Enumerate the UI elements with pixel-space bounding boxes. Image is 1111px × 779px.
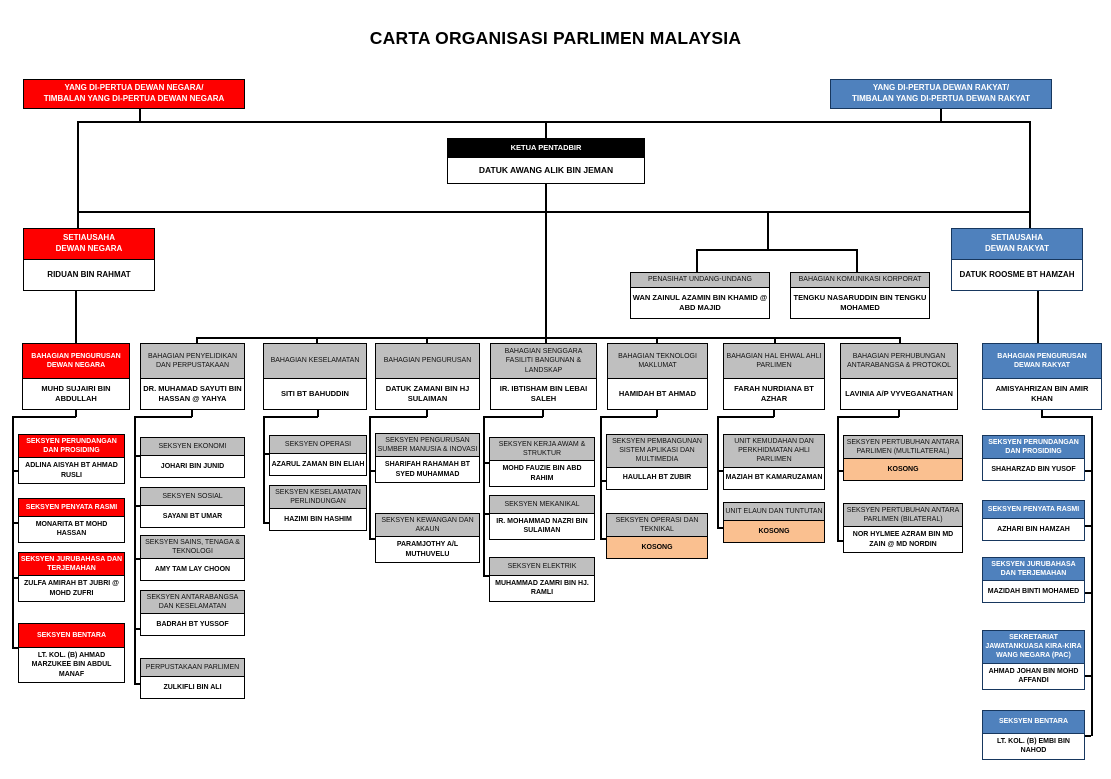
section-title: SEKSYEN PERUNDANGAN DAN PROSIDING — [983, 436, 1084, 459]
section-title: SEKSYEN SAINS, TENAGA & TEKNOLOGI — [141, 536, 244, 559]
title-line: YANG DI-PERTUA DEWAN NEGARA/ — [64, 83, 204, 93]
connector — [1084, 525, 1091, 527]
connector — [12, 416, 14, 648]
section-title: SEKSYEN PENYATA RASMI — [19, 499, 124, 517]
connector — [369, 416, 427, 418]
connector — [483, 416, 485, 575]
section-box — [982, 557, 1085, 603]
connector — [77, 121, 1030, 123]
section-box — [140, 437, 245, 478]
section-title: PERPUSTAKAAN PARLIMEN — [141, 659, 244, 677]
box-title — [24, 80, 244, 108]
dept-title: BAHAGIAN KESELAMATAN — [264, 344, 366, 379]
section-head-name: MAZIDAH BINTI MOHAMED — [983, 581, 1084, 602]
section-head-name: MUHAMMAD ZAMRI BIN HJ. RAMLI — [490, 576, 594, 601]
section-title: SEKRETARIAT JAWATANKUASA KIRA-KIRA WANG NEGARA (PAC) — [983, 631, 1084, 664]
section-box — [982, 500, 1085, 541]
box-title — [831, 80, 1051, 108]
section-head-name: IR. MOHAMMAD NAZRI BIN SULAIMAN — [490, 514, 594, 539]
setiausaha-dewan-negara-box — [23, 228, 155, 291]
connector — [134, 416, 192, 418]
title-line: DEWAN NEGARA — [55, 244, 123, 253]
connector — [717, 416, 774, 418]
box-title — [952, 229, 1082, 260]
section-box — [140, 487, 245, 528]
section-title: SEKSYEN PEMBANGUNAN SISTEM APLIKASI DAN MULTIMEDIA — [607, 435, 707, 468]
dept-head-name: HAMIDAH BT AHMAD — [608, 379, 707, 409]
dept-title: BAHAGIAN TEKNOLOGI MAKLUMAT — [608, 344, 707, 379]
section-box — [18, 434, 125, 484]
connector — [856, 249, 858, 272]
connector — [940, 107, 942, 122]
dept-box — [375, 343, 480, 410]
connector — [1029, 121, 1031, 230]
connector — [196, 337, 901, 339]
connector — [696, 249, 698, 272]
penasihat-undang-undang-box — [630, 272, 770, 319]
section-head-name: MAZIAH BT KAMARUZAMAN — [724, 468, 824, 489]
connector — [1091, 416, 1093, 736]
connector — [75, 286, 77, 343]
title-line: TIMBALAN YANG DI-PERTUA DEWAN NEGARA — [43, 94, 225, 103]
person-name: DATUK AWANG ALIK BIN JEMAN — [448, 158, 644, 183]
section-head-name: MONARITA BT MOHD HASSAN — [19, 517, 124, 542]
section-box — [140, 535, 245, 581]
vacant-label: KOSONG — [724, 521, 824, 542]
dept-box — [840, 343, 958, 410]
vacant-label: KOSONG — [607, 537, 707, 558]
person-name: WAN ZAINUL AZAMIN BIN KHAMID @ ABD MAJID — [631, 288, 769, 318]
section-head-name: ZULFA AMIRAH BT JUBRI @ MOHD ZUFRI — [19, 576, 124, 601]
section-box — [606, 513, 708, 559]
section-box — [489, 495, 595, 540]
person-name: TENGKU NASARUDDIN BIN TENGKU MOHAMED — [791, 288, 929, 318]
box-title — [24, 229, 154, 260]
connector — [1084, 675, 1091, 677]
section-box — [489, 437, 595, 487]
section-title: SEKSYEN EKONOMI — [141, 438, 244, 456]
connector — [1084, 592, 1091, 594]
section-title: SEKSYEN SOSIAL — [141, 488, 244, 506]
connector — [545, 121, 547, 138]
dept-title: BAHAGIAN PENYELIDIKAN DAN PERPUSTAKAAN — [141, 344, 244, 379]
section-head-name: MOHD FAUZIE BIN ABD RAHIM — [490, 461, 594, 486]
section-head-name: JOHARI BIN JUNID — [141, 456, 244, 477]
dept-box — [607, 343, 708, 410]
dept-head-name: DATUK ZAMANI BIN HJ SULAIMAN — [376, 379, 479, 409]
dept-box — [263, 343, 367, 410]
section-head-name: AHMAD JOHAN BIN MOHD AFFANDI — [983, 664, 1084, 689]
page-title: CARTA ORGANISASI PARLIMEN MALAYSIA — [369, 28, 742, 48]
dept-title: BAHAGIAN PERHUBUNGAN ANTARABANGSA & PROTOKOL — [841, 344, 957, 379]
section-head-name: LT. KOL. (B) AHMAD MARZUKEE BIN ABDUL MANAF — [19, 648, 124, 682]
connector — [483, 416, 543, 418]
section-box — [489, 557, 595, 602]
section-title: SEKSYEN PENGURUSAN SUMBER MANUSIA & INOVASI — [376, 434, 479, 457]
person-name: DATUK ROOSME BT HAMZAH — [952, 260, 1082, 290]
dept-title: BAHAGIAN PENGURUSAN — [376, 344, 479, 379]
connector — [545, 182, 547, 343]
dept-box — [982, 343, 1102, 410]
section-title: SEKSYEN PERTUBUHAN ANTARA PARLIMEN (BILATERAL) — [844, 504, 962, 527]
section-head-name: AZARUL ZAMAN BIN ELIAH — [270, 454, 366, 475]
section-box — [375, 513, 480, 563]
connector — [263, 416, 265, 522]
section-title: SEKSYEN KERJA AWAM & STRUKTUR — [490, 438, 594, 461]
connector — [369, 416, 371, 538]
connector — [12, 416, 76, 418]
section-box — [982, 710, 1085, 760]
section-box — [18, 498, 125, 543]
section-title: SEKSYEN PERUNDANGAN DAN PROSIDING — [19, 435, 124, 458]
komunikasi-korporat-box — [790, 272, 930, 319]
ydp-dewan-negara-box — [23, 79, 245, 109]
section-title: SEKSYEN JURUBAHASA DAN TERJEMAHAN — [983, 558, 1084, 581]
section-box — [140, 658, 245, 699]
section-box — [982, 630, 1085, 690]
box-title: PENASIHAT UNDANG-UNDANG — [631, 273, 769, 288]
section-head-name: PARAMJOTHY A/L MUTHUVELU — [376, 537, 479, 562]
dept-title: BAHAGIAN HAL EHWAL AHLI PARLIMEN — [724, 344, 824, 379]
dept-box — [22, 343, 130, 410]
dept-head-name: SITI BT BAHUDDIN — [264, 379, 366, 409]
section-head-name: LT. KOL. (B) EMBI BIN NAHOD — [983, 734, 1084, 759]
title-line: YANG DI-PERTUA DEWAN RAKYAT/ — [872, 83, 1010, 93]
section-head-name: ZULKIFLI BIN ALI — [141, 677, 244, 698]
box-title: KETUA PENTADBIR — [448, 139, 644, 158]
section-head-name: SHAHARZAD BIN YUSOF — [983, 459, 1084, 480]
section-title: SEKSYEN PERTUBUHAN ANTARA PARLIMEN (MULTILATERAL) — [844, 436, 962, 459]
section-box — [843, 435, 963, 481]
connector — [767, 211, 769, 250]
section-box — [140, 590, 245, 636]
section-box — [18, 623, 125, 683]
person-name: RIDUAN BIN RAHMAT — [24, 260, 154, 290]
dept-head-name: DR. MUHAMAD SAYUTI BIN HASSAN @ YAHYA — [141, 379, 244, 409]
dept-head-name: MUHD SUJAIRI BIN ABDULLAH — [23, 379, 129, 409]
section-box — [982, 435, 1085, 481]
connector — [139, 107, 141, 122]
title-line: SETIAUSAHA — [990, 233, 1043, 243]
section-title: SEKSYEN OPERASI — [270, 436, 366, 454]
box-title: BAHAGIAN KOMUNIKASI KORPORAT — [791, 273, 929, 288]
section-head-name: BADRAH BT YUSSOF — [141, 614, 244, 635]
connector — [696, 249, 858, 251]
connector — [600, 416, 602, 538]
section-box — [269, 485, 367, 531]
section-head-name: AMY TAM LAY CHOON — [141, 559, 244, 580]
section-box — [723, 502, 825, 543]
section-title: SEKSYEN JURUBAHASA DAN TERJEMAHAN — [19, 553, 124, 576]
connector — [1084, 735, 1091, 737]
connector — [1037, 286, 1039, 343]
dept-box — [490, 343, 597, 410]
section-head-name: SAYANI BT UMAR — [141, 506, 244, 527]
title-line: TIMBALAN YANG DI-PERTUA DEWAN RAKYAT — [852, 94, 1030, 103]
section-box — [18, 552, 125, 602]
connector — [263, 416, 318, 418]
section-title: UNIT KEMUDAHAN DAN PERKHIDMATAN AHLI PARLIMEN — [724, 435, 824, 468]
section-title: SEKSYEN MEKANIKAL — [490, 496, 594, 514]
section-title: SEKSYEN ANTARABANGSA DAN KESELAMATAN — [141, 591, 244, 614]
section-box — [269, 435, 367, 476]
section-head-name: ADLINA AISYAH BT AHMAD RUSLI — [19, 458, 124, 483]
dept-head-name: FARAH NURDIANA BT AZHAR — [724, 379, 824, 409]
dept-title: BAHAGIAN PENGURUSAN DEWAN RAKYAT — [983, 344, 1101, 379]
section-title: SEKSYEN ELEKTRIK — [490, 558, 594, 576]
section-title: SEKSYEN BENTARA — [19, 624, 124, 648]
section-head-name: HAULLAH BT ZUBIR — [607, 468, 707, 489]
dept-title: BAHAGIAN PENGURUSAN DEWAN NEGARA — [23, 344, 129, 379]
dept-box — [140, 343, 245, 410]
section-title: SEKSYEN KEWANGAN DAN AKAUN — [376, 514, 479, 537]
section-box — [375, 433, 480, 483]
ydp-dewan-rakyat-box — [830, 79, 1052, 109]
title-line: DEWAN RAKYAT — [984, 244, 1049, 253]
connector — [837, 416, 839, 540]
connector — [1084, 470, 1091, 472]
dept-head-name: AMISYAHRIZAN BIN AMIR KHAN — [983, 379, 1101, 409]
connector — [77, 211, 1030, 213]
dept-title: BAHAGIAN SENGGARA FASILITI BANGUNAN & LANDSKAP — [491, 344, 596, 379]
section-box — [723, 434, 825, 490]
setiausaha-dewan-rakyat-box — [951, 228, 1083, 291]
vacant-label: KOSONG — [844, 459, 962, 480]
section-box — [843, 503, 963, 553]
section-title: SEKSYEN BENTARA — [983, 711, 1084, 734]
section-title: UNIT ELAUN DAN TUNTUTAN — [724, 503, 824, 521]
connector — [600, 416, 657, 418]
dept-box — [723, 343, 825, 410]
section-title: SEKSYEN OPERASI DAN TEKNIKAL — [607, 514, 707, 537]
section-head-name: HAZIMI BIN HASHIM — [270, 509, 366, 530]
section-box — [606, 434, 708, 490]
section-title: SEKSYEN KESELAMATAN PERLINDUNGAN — [270, 486, 366, 509]
title-line: SETIAUSAHA — [62, 233, 115, 243]
ketua-pentadbir-box — [447, 138, 645, 184]
connector — [717, 416, 719, 527]
dept-head-name: LAVINIA A/P VYVEGANATHAN — [841, 379, 957, 409]
section-head-name: AZHARI BIN HAMZAH — [983, 519, 1084, 540]
section-head-name: NOR HYLMEE AZRAM BIN MD ZAIN @ MD NORDIN — [844, 527, 962, 552]
connector — [1041, 416, 1092, 418]
section-head-name: SHARIFAH RAHAMAH BT SYED MUHAMMAD — [376, 457, 479, 482]
connector — [837, 416, 899, 418]
dept-head-name: IR. IBTISHAM BIN LEBAI SALEH — [491, 379, 596, 409]
section-title: SEKSYEN PENYATA RASMI — [983, 501, 1084, 519]
